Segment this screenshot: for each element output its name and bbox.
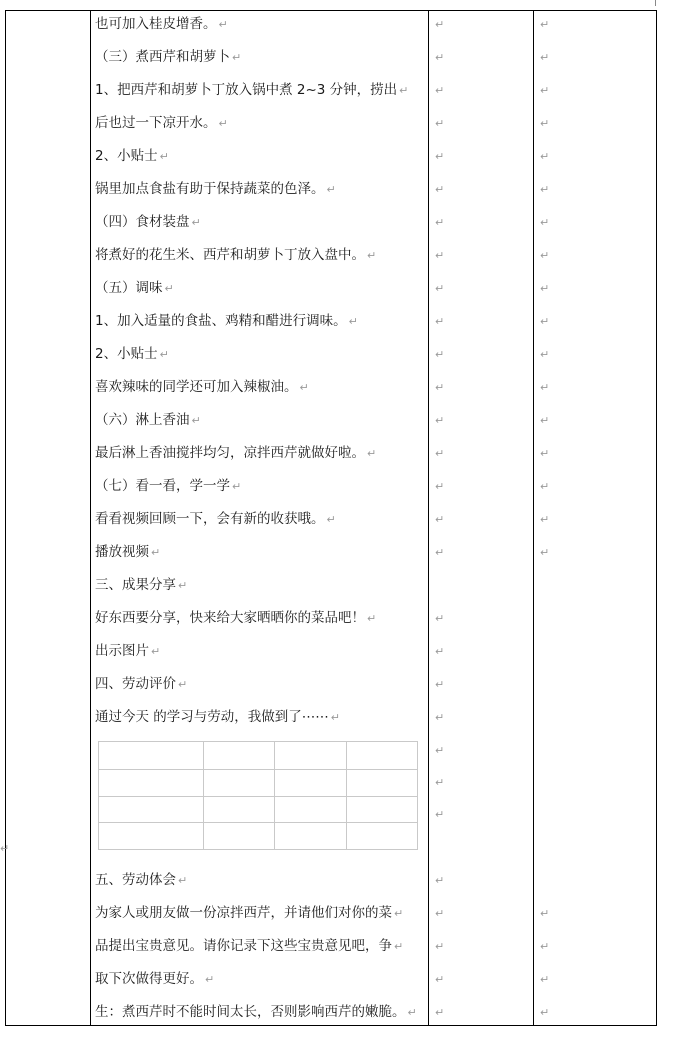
paragraph-mark: ↵ — [394, 940, 404, 953]
paragraph-mark: ↵ — [540, 315, 550, 328]
process-line — [95, 569, 425, 602]
process-line — [95, 239, 425, 272]
eval-item — [99, 770, 204, 797]
process-line — [95, 371, 425, 404]
paragraph-mark: ↵ — [540, 51, 550, 64]
paragraph-mark: ↵ — [540, 117, 550, 130]
paragraph-mark: ↵ — [435, 645, 445, 658]
paragraph-mark: ↵ — [435, 84, 445, 97]
paragraph-mark: ↵ — [0, 842, 10, 855]
paragraph-mark: ↵ — [435, 546, 445, 559]
line-text: 通过今天 的学习与劳动，我做到了⋯⋯ — [95, 709, 329, 725]
paragraph-mark: ↵ — [232, 51, 242, 64]
paragraph-mark: ↵ — [540, 282, 550, 295]
paragraph-mark: ↵ — [540, 414, 550, 427]
line-text: 生：煮西芹时不能时间太长，否则影响西芹的嫩脆。 — [95, 1004, 406, 1020]
process-line — [95, 470, 425, 503]
process-line — [95, 602, 425, 635]
paragraph-mark: ↵ — [435, 315, 445, 328]
process-line — [95, 272, 425, 305]
paragraph-mark: ↵ — [435, 18, 445, 31]
process-line — [95, 930, 425, 963]
paragraph-mark: ↵ — [330, 711, 341, 724]
process-line — [95, 437, 425, 470]
line-text: 五、劳动体会 — [95, 872, 176, 888]
line-text: 也可加入桂皮增香。 — [95, 16, 217, 32]
paragraph-mark: ↵ — [399, 84, 409, 97]
paragraph-mark: ↵ — [540, 18, 550, 31]
paragraph-mark: ↵ — [435, 711, 445, 724]
process-line — [95, 635, 425, 668]
paragraph-mark: ↵ — [540, 216, 550, 229]
paragraph-mark: ↵ — [435, 216, 445, 229]
paragraph-mark: ↵ — [299, 381, 309, 394]
process-line — [95, 305, 425, 338]
paragraph-mark: ↵ — [367, 249, 377, 262]
eval-header — [204, 742, 275, 770]
column-divider-2 — [428, 11, 429, 1025]
process-line — [95, 701, 425, 734]
column-divider-3 — [533, 11, 534, 1025]
paragraph-mark: ↵ — [435, 480, 445, 493]
paragraph-mark: ↵ — [435, 381, 445, 394]
paragraph-mark: ↵ — [178, 579, 188, 592]
paragraph-mark: ↵ — [540, 381, 550, 394]
paragraph-mark: ↵ — [540, 907, 550, 920]
paragraph-mark: ↵ — [540, 513, 550, 526]
line-text: 品提出宝贵意见。请你记录下这些宝贵意见吧，争 — [95, 938, 392, 954]
paragraph-mark: ↵ — [435, 414, 445, 427]
paragraph-mark: ↵ — [435, 1006, 445, 1019]
paragraph-mark: ↵ — [435, 940, 445, 953]
paragraph-mark: ↵ — [540, 348, 550, 361]
column-divider-1 — [90, 11, 91, 1025]
process-line — [95, 897, 425, 930]
paragraph-mark: ↵ — [435, 447, 445, 460]
paragraph-mark: ↵ — [151, 645, 161, 658]
process-line — [95, 503, 425, 536]
line-text: （六）淋上香油 — [95, 412, 190, 428]
paragraph-mark: ↵ — [540, 447, 550, 460]
intent-text — [539, 568, 653, 601]
paragraph-mark: ↵ — [435, 282, 445, 295]
paragraph-mark: ↵ — [151, 546, 161, 559]
self-rating — [204, 823, 275, 850]
teacher-rating — [346, 797, 417, 823]
paragraph-mark: ↵ — [435, 249, 445, 262]
process-line — [95, 140, 425, 173]
peer-rating — [275, 770, 346, 797]
line-text: 2、小贴士 — [95, 346, 158, 362]
line-text: 好东西要分享，快来给大家晒晒你的菜品吧！ — [95, 610, 365, 626]
paragraph-mark: ↵ — [540, 1006, 550, 1019]
paragraph-mark: ↵ — [367, 447, 377, 460]
paragraph-mark: ↵ — [435, 51, 445, 64]
line-text: 看看视频回顾一下，会有新的收获哦。 — [95, 511, 325, 527]
paragraph-mark: ↵ — [407, 1006, 417, 1019]
paragraph-mark: ↵ — [540, 183, 550, 196]
eval-item — [99, 797, 204, 823]
paragraph-mark: ↵ — [348, 315, 358, 328]
process-line — [95, 338, 425, 371]
process-line — [95, 173, 425, 206]
process-line — [95, 668, 425, 701]
line-text: 喜欢辣味的同学还可加入辣椒油。 — [95, 379, 298, 395]
line-text: 将煮好的花生米、西芹和胡萝卜丁放入盘中。 — [95, 247, 365, 263]
teacher-rating — [346, 770, 417, 797]
paragraph-mark: ↵ — [178, 874, 188, 887]
process-line — [95, 206, 425, 239]
paragraph-mark: ↵ — [435, 348, 445, 361]
paragraph-mark: ↵ — [232, 480, 242, 493]
eval-header — [99, 742, 204, 770]
paragraph-mark: ↵ — [435, 678, 445, 691]
paragraph-mark: ↵ — [159, 348, 169, 361]
paragraph-mark: ↵ — [205, 973, 215, 986]
paragraph-mark: ↵ — [218, 18, 228, 31]
paragraph-mark: ↵ — [435, 776, 445, 789]
page-corner-mark — [655, 0, 656, 6]
line-text: 取下次做得更好。 — [95, 971, 203, 987]
paragraph-mark: ↵ — [435, 513, 445, 526]
line-text: 1、把西芹和胡萝卜丁放入锅中煮 2~3 分钟，捞出 — [95, 82, 398, 98]
process-line — [95, 536, 425, 569]
process-line — [95, 74, 425, 107]
paragraph-mark: ↵ — [435, 117, 445, 130]
eval-header — [275, 742, 346, 770]
paragraph-mark: ↵ — [326, 183, 336, 196]
eval-item — [99, 823, 204, 850]
eval-row — [99, 770, 418, 797]
teacher-rating — [346, 823, 417, 850]
paragraph-mark: ↵ — [218, 117, 228, 130]
paragraph-mark: ↵ — [164, 282, 174, 295]
process-line — [95, 963, 425, 996]
peer-rating — [275, 823, 346, 850]
self-rating — [204, 797, 275, 823]
paragraph-mark: ↵ — [540, 249, 550, 262]
paragraph-mark: ↵ — [540, 150, 550, 163]
line-text: 2、小贴士 — [95, 148, 158, 164]
line-text: 四、劳动评价 — [95, 676, 176, 692]
process-line — [95, 864, 425, 897]
paragraph-mark: ↵ — [367, 612, 377, 625]
line-text: 出示图片 — [95, 643, 149, 659]
paragraph-mark: ↵ — [435, 744, 445, 757]
process-line — [95, 8, 425, 41]
line-text: （七）看一看，学一学 — [95, 478, 230, 494]
line-text: 锅里加点食盐有助于保持蔬菜的色泽。 — [95, 181, 325, 197]
activity-text — [435, 568, 437, 601]
paragraph-mark: ↵ — [178, 678, 188, 691]
paragraph-mark: ↵ — [191, 414, 201, 427]
paragraph-mark: ↵ — [435, 150, 445, 163]
line-text: （三）煮西芹和胡萝卜 — [95, 49, 230, 65]
paragraph-mark: ↵ — [540, 973, 550, 986]
line-text: 播放视频 — [95, 544, 149, 560]
paragraph-mark: ↵ — [326, 513, 336, 526]
paragraph-mark: ↵ — [540, 546, 550, 559]
paragraph-mark: ↵ — [435, 612, 445, 625]
paragraph-mark: ↵ — [394, 907, 404, 920]
paragraph-mark: ↵ — [540, 940, 550, 953]
paragraph-mark: ↵ — [435, 808, 445, 821]
evaluation-table — [98, 741, 418, 850]
self-rating — [204, 770, 275, 797]
line-text: 1、加入适量的食盐、鸡精和醋进行调味。 — [95, 313, 347, 329]
line-text: （四）食材装盘 — [95, 214, 190, 230]
paragraph-mark: ↵ — [540, 84, 550, 97]
process-line — [95, 996, 425, 1029]
eval-row — [99, 797, 418, 823]
process-line — [95, 41, 425, 74]
paragraph-mark: ↵ — [435, 183, 445, 196]
line-text: 后也过一下凉开水。 — [95, 115, 217, 131]
line-text: 为家人或朋友做一份凉拌西芹，并请他们对你的菜 — [95, 905, 392, 921]
eval-header — [346, 742, 417, 770]
eval-row — [99, 823, 418, 850]
process-line — [95, 404, 425, 437]
paragraph-mark: ↵ — [435, 973, 445, 986]
peer-rating — [275, 797, 346, 823]
process-line — [95, 107, 425, 140]
line-text: 三、成果分享 — [95, 577, 176, 593]
line-text: 最后淋上香油搅拌均匀，凉拌西芹就做好啦。 — [95, 445, 365, 461]
line-text: （五）调味 — [95, 280, 163, 296]
paragraph-mark: ↵ — [159, 150, 169, 163]
paragraph-mark: ↵ — [435, 907, 445, 920]
paragraph-mark: ↵ — [435, 874, 445, 887]
paragraph-mark: ↵ — [191, 216, 201, 229]
paragraph-mark: ↵ — [540, 480, 550, 493]
